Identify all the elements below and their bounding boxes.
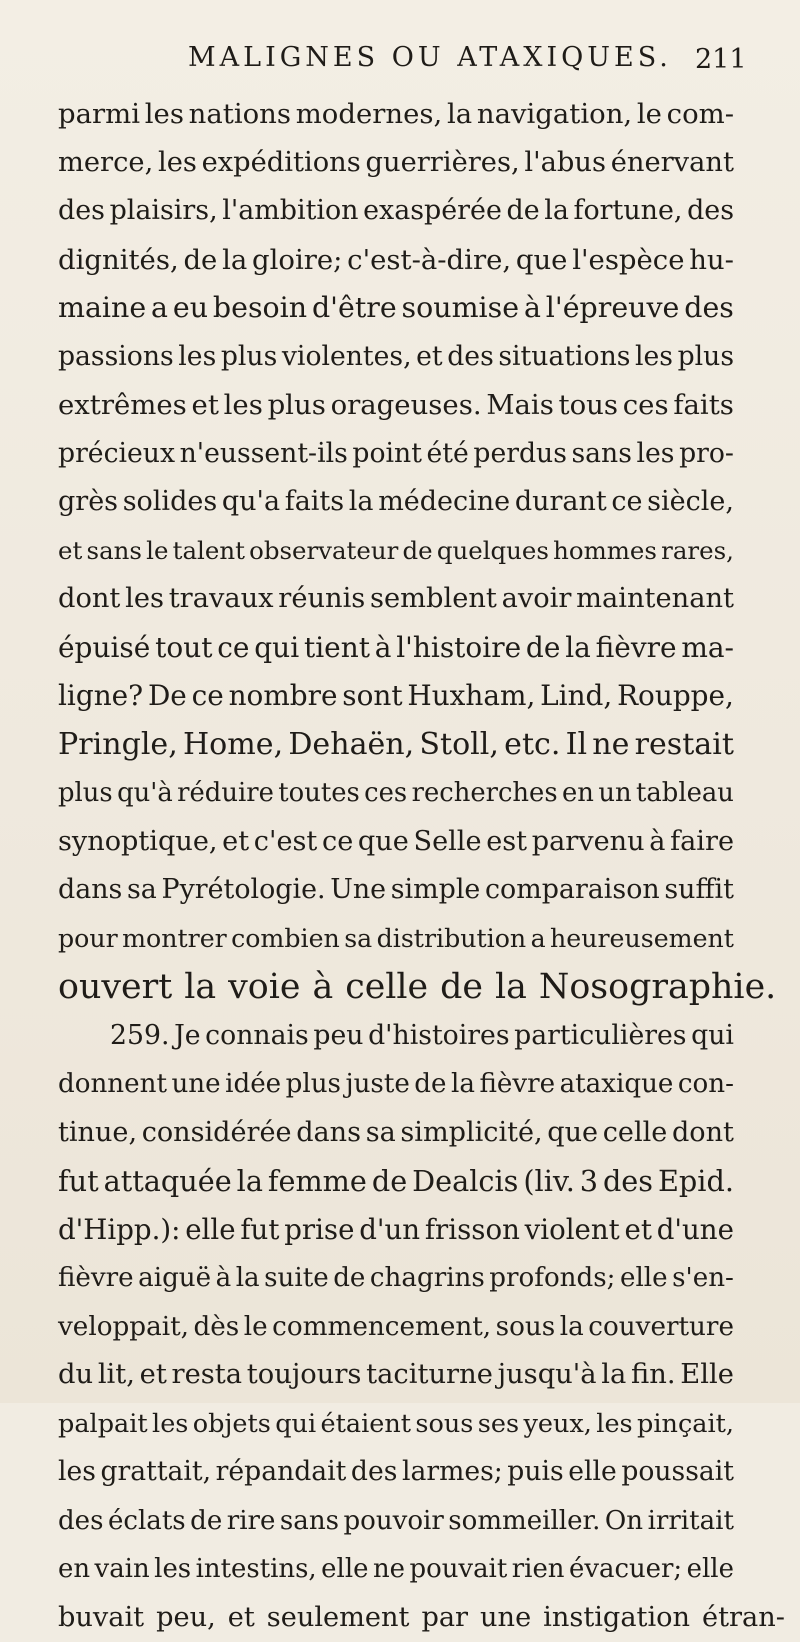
text-line: 259. Je connais peu d'histoires particulières qui [58,1012,734,1061]
text-line: tinue, considérée dans sa simplicité, que celle dont [58,1109,734,1158]
text-line: grès solides qu'a faits la médecine durant ce siècle, [58,478,734,527]
page-number: 211 [695,44,747,75]
text-line: fut attaquée la femme de Dealcis (liv. 3 des Epid. [58,1157,734,1206]
text-line: dans sa Pyrétologie. Une simple comparaison suffit [58,866,734,915]
text-line: ouvert la voie à celle de la Nosographie. [58,963,734,1012]
text-line: buvait peu, et seulement par une instigation étran- [58,1594,734,1642]
text-line: extrêmes et les plus orageuses. Mais tous ces faits [58,381,734,430]
text-line: du lit, et resta toujours taciturne jusqu'à la fin. Elle [58,1351,734,1400]
text-line: ligne? De ce nombre sont Huxham, Lind, Rouppe, [58,672,734,721]
text-line: passions les plus violentes, et des situations les plus [58,333,734,382]
body-text [58,90,734,1642]
text-line: épuisé tout ce qui tient à l'histoire de la fièvre ma- [58,624,734,673]
text-line: merce, les expéditions guerrières, l'abus énervant [58,139,734,188]
text-line: précieux n'eussent-ils point été perdus sans les pro- [58,430,734,479]
text-line: fièvre aiguë à la suite de chagrins profonds; elle s'en- [58,1254,734,1303]
text-line: les grattait, répandait des larmes; puis elle poussait [58,1448,734,1497]
text-line: donnent une idée plus juste de la fièvre ataxique con- [58,1060,734,1109]
text-line: d'Hipp.): elle fut prise d'un frisson violent et d'une [58,1206,734,1255]
text-line: pour montrer combien sa distribution a heureusement [58,915,734,964]
text-line: veloppait, dès le commencement, sous la couverture [58,1303,734,1352]
text-line: palpait les objets qui étaient sous ses yeux, les pinçait, [58,1400,734,1449]
text-line: Pringle, Home, Dehaën, Stoll, etc. Il ne restait [58,721,734,770]
text-line: parmi les nations modernes, la navigation, le com- [58,90,734,139]
text-line: des éclats de rire sans pouvoir sommeiller. On irritait [58,1497,734,1546]
text-line: maine a eu besoin d'être soumise à l'épreuve des [58,284,734,333]
text-line: en vain les intestins, elle ne pouvait rien évacuer; elle [58,1545,734,1594]
text-line: des plaisirs, l'ambition exaspérée de la fortune, des [58,187,734,236]
text-line: dont les travaux réunis semblent avoir maintenant [58,575,734,624]
text-line: et sans le talent observateur de quelques hommes rares, [58,527,734,576]
running-title: MALIGNES OU ATAXIQUES. [188,42,672,73]
text-line: synoptique, et c'est ce que Selle est parvenu à faire [58,818,734,867]
text-line: dignités, de la gloire; c'est-à-dire, que l'espèce hu- [58,236,734,285]
running-head [0,42,800,82]
text-line: plus qu'à réduire toutes ces recherches en un tableau [58,769,734,818]
